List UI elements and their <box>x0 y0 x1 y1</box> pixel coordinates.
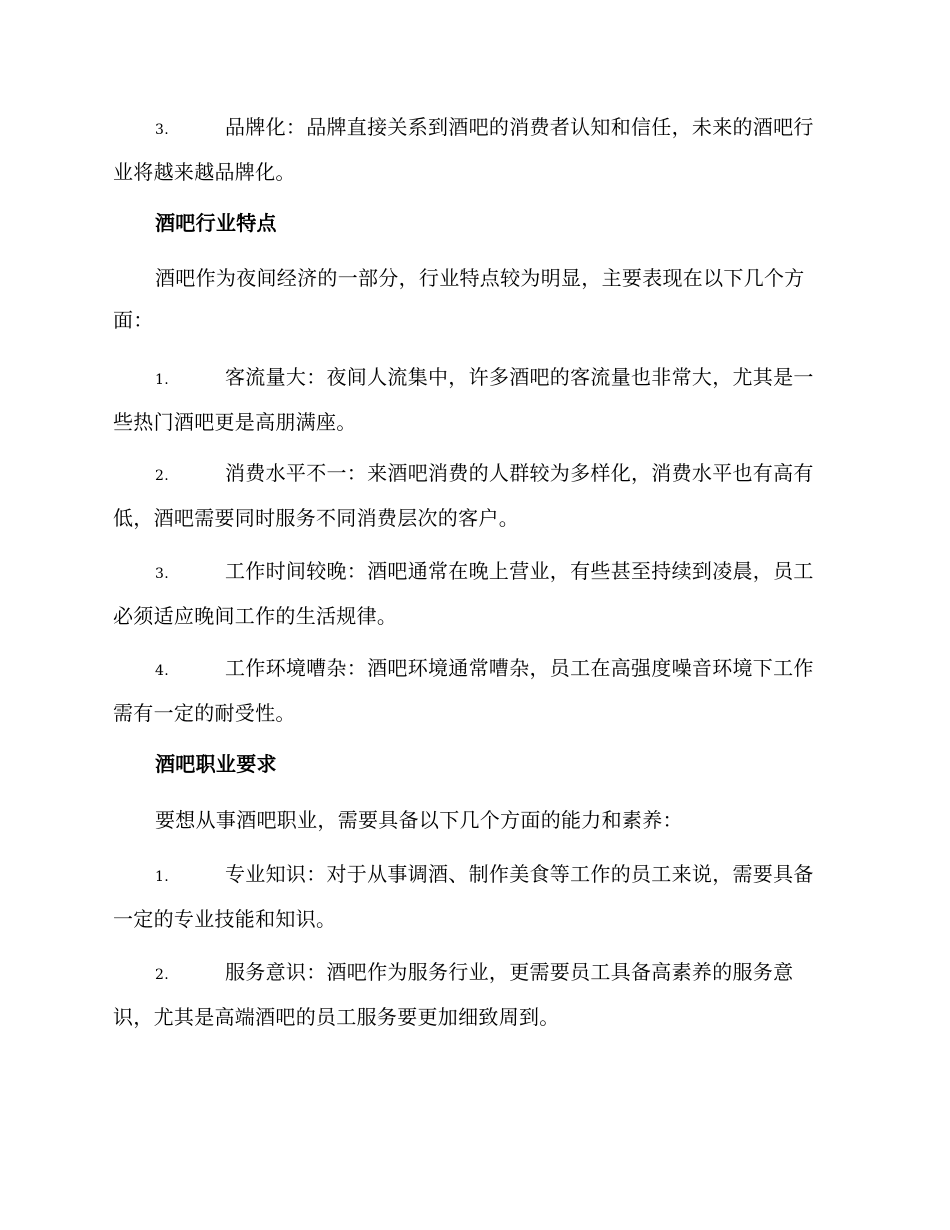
list-number: 4. <box>155 663 169 679</box>
list-item <box>113 356 833 443</box>
list-number: 1. <box>155 869 169 885</box>
list-item-text: 服务意识：酒吧作为服务行业，更需要员工具备高素养的服务意识，尤其是高端酒吧的员工服务要更加细致周到。 <box>113 960 794 1029</box>
list-item-text: 工作时间较晚：酒吧通常在晚上营业，有些甚至持续到凌晨，员工必须适应晚间工作的生活规律。 <box>113 559 814 628</box>
paragraph: 要想从事酒吧职业，需要具备以下几个方面的能力和素养： <box>155 808 683 832</box>
section-heading: 酒吧职业要求 <box>155 752 277 776</box>
list-item <box>113 106 833 193</box>
list-item <box>113 647 833 734</box>
list-item-text: 工作环境嘈杂：酒吧环境通常嘈杂，员工在高强度噪音环境下工作需有一定的耐受性。 <box>113 656 814 725</box>
list-number: 1. <box>155 372 169 388</box>
list-item <box>113 550 833 637</box>
list-item-text: 品牌化：品牌直接关系到酒吧的消费者认知和信任，未来的酒吧行业将越来越品牌化。 <box>113 115 814 184</box>
list-item <box>113 452 833 539</box>
section-heading: 酒吧行业特点 <box>155 211 277 235</box>
list-item-text: 专业知识：对于从事调酒、制作美食等工作的员工来说，需要具备一定的专业技能和知识。 <box>113 862 814 931</box>
list-number: 2. <box>155 967 169 983</box>
list-item-text: 客流量大：夜间人流集中，许多酒吧的客流量也非常大，尤其是一些热门酒吧更是高朋满座。 <box>113 365 814 434</box>
list-number: 2. <box>155 468 169 484</box>
list-item-text: 消费水平不一：来酒吧消费的人群较为多样化，消费水平也有高有低，酒吧需要同时服务不同消费层次的客户。 <box>113 461 814 530</box>
list-number: 3. <box>155 122 169 138</box>
list-item <box>113 853 833 940</box>
list-item <box>113 951 833 1038</box>
paragraph: 酒吧作为夜间经济的一部分，行业特点较为明显，主要表现在以下几个方面： <box>113 266 805 332</box>
list-number: 3. <box>155 566 169 582</box>
